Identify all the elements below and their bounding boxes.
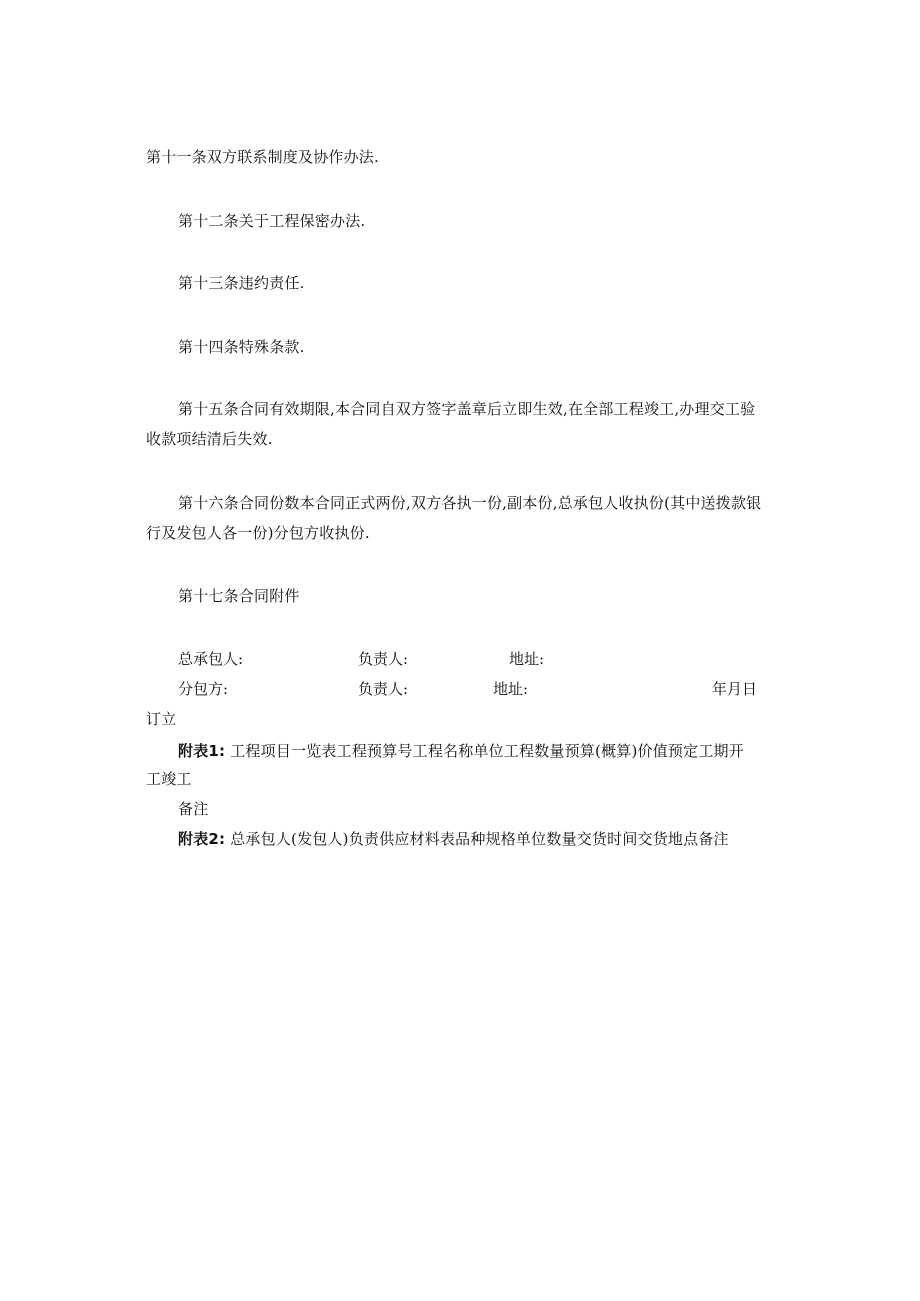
clause-15-line-1: 第十五条合同有效期限,本合同自双方签字盖章后立即生效,在全部工程竣工,办理交工验: [178, 400, 756, 418]
appendix-1-line-2: 工竣工: [146, 770, 192, 788]
clause-11: 第十一条双方联系制度及协作办法.: [146, 148, 379, 166]
person-in-charge-label-2: 负责人:: [358, 680, 409, 698]
subcontractor-label: 分包方:: [178, 680, 229, 698]
signed-text: 订立: [146, 710, 177, 728]
clause-16-line-2: 行及发包人各一份)分包方收执份.: [146, 524, 370, 542]
appendix-2-text: 总承包人(发包人)负责供应材料表品种规格单位数量交货时间交货地点备注: [230, 830, 729, 848]
clause-15-line-2: 收款项结清后失效.: [146, 430, 273, 448]
person-in-charge-label-1: 负责人:: [358, 650, 409, 668]
clause-14: 第十四条特殊条款.: [178, 338, 305, 356]
clause-13: 第十三条违约责任.: [178, 274, 305, 292]
address-label-2: 地址:: [493, 680, 529, 698]
appendix-2-label: 附表2:: [178, 830, 226, 848]
appendix-1-label: 附表1:: [178, 742, 226, 760]
clause-17: 第十七条合同附件: [178, 587, 300, 605]
clause-16-line-1: 第十六条合同份数本合同正式两份,双方各执一份,副本份,总承包人收执份(其中送拨款银: [178, 494, 762, 512]
clause-12: 第十二条关于工程保密办法.: [178, 212, 366, 230]
general-contractor-label: 总承包人:: [178, 650, 244, 668]
appendix-1-line-3: 备注: [178, 800, 209, 818]
appendix-1-text: 工程项目一览表工程预算号工程名称单位工程数量预算(概算)价值预定工期开: [230, 742, 744, 760]
address-label-1: 地址:: [509, 650, 545, 668]
date-label: 年月日: [712, 680, 758, 698]
appendix-2-line-1: [178, 830, 786, 848]
appendix-1-line-1: [178, 742, 786, 760]
